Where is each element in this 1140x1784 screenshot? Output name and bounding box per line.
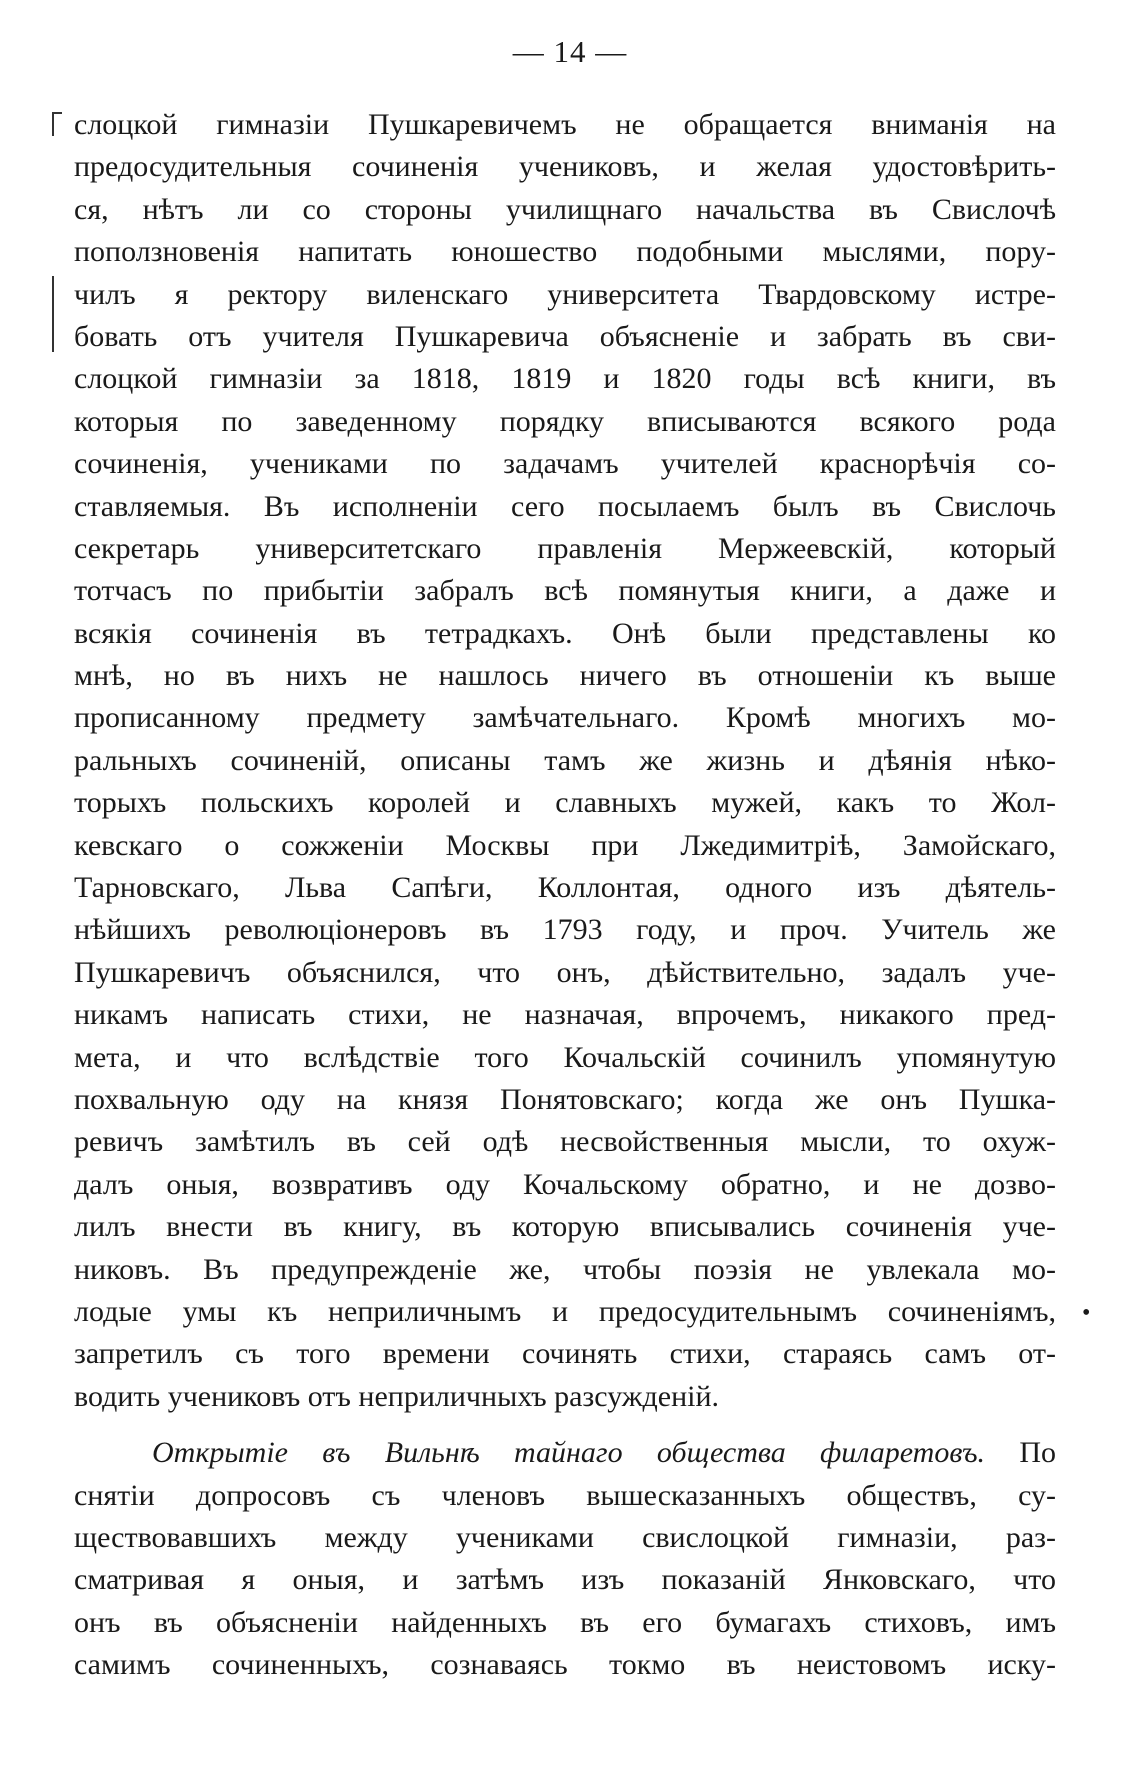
text-line: ществовавшихъ между учениками свислоцкой гимназіи, раз-: [74, 1520, 1056, 1554]
margin-dot-mark: •: [1082, 1300, 1091, 1326]
text-line: ральныхъ сочиненій, описаны тамъ же жизнь и дѣянія нѣко-: [74, 743, 1056, 777]
text-line: торыхъ польскихъ королей и славныхъ мужей, какъ то Жол-: [74, 786, 1056, 820]
text-line: нѣйшихъ революціонеровъ въ 1793 году, и проч. Учитель же: [74, 913, 1056, 947]
margin-bracket-mark: [52, 276, 64, 352]
text-line: которыя по заведенному порядку вписываются всякого рода: [74, 404, 1056, 438]
text-line: ся, нѣтъ ли со стороны училищнаго начальства въ Свислочѣ: [74, 192, 1056, 226]
page-number: — 14 —: [512, 34, 628, 69]
text-line: секретарь университетскаго правленія Мержеевскій, который: [74, 531, 1056, 565]
text-line: никовъ. Въ предупрежденіе же, чтобы поэзія не увлекала мо-: [74, 1252, 1056, 1286]
text-line: ставляемыя. Въ исполненіи сего посылаемъ былъ въ Свислочь: [74, 489, 1056, 523]
paragraph-2: [74, 1432, 1056, 1686]
text-line: тотчасъ по прибытіи забралъ всѣ помянутыя книги, а даже и: [74, 574, 1056, 608]
text-line: всякія сочиненія въ тетрадкахъ. Онѣ были представлены ко: [74, 616, 1056, 650]
paragraph-1: [74, 104, 1056, 1418]
paragraph-2-first-line: [74, 1432, 1056, 1474]
text-line: чилъ я ректору виленскаго университета Твардовскому истре-: [74, 277, 1056, 311]
text-line: никамъ написать стихи, не назначая, впрочемъ, никакого пред-: [74, 998, 1056, 1032]
text-line: ревичъ замѣтилъ въ сей одѣ несвойственныя мысли, то охуж-: [74, 1125, 1056, 1159]
text-line: слоцкой гимназіи Пушкаревичемъ не обращается вниманія на: [74, 108, 1056, 141]
paragraph-gap: [74, 1418, 1056, 1432]
text-line: далъ оныя, возвративъ оду Кочальскому обратно, и не дозво-: [74, 1167, 1056, 1201]
text-line: онъ въ объясненіи найденныхъ въ его бумагахъ стиховъ, имъ: [74, 1605, 1056, 1639]
text-line: поползновенія напитать юношество подобными мыслями, пору-: [74, 235, 1056, 269]
text-line: кевскаго о сожженіи Москвы при Лжедимитріѣ, Замойскаго,: [74, 828, 1056, 862]
body-text: [74, 104, 1056, 1686]
text-line: сочиненія, учениками по задачамъ учителей краснорѣчія со-: [74, 447, 1056, 481]
text-line: запретилъ съ того времени сочинять стихи, стараясь самъ от-: [74, 1337, 1056, 1371]
text-line: мнѣ, но въ нихъ не нашлось ничего въ отношеніи къ выше: [74, 659, 1056, 693]
text-line: лилъ внести въ книгу, въ которую вписывались сочиненія уче-: [74, 1210, 1056, 1244]
text-line: похвальную оду на князя Понятовскаго; когда же онъ Пушка-: [74, 1082, 1056, 1116]
text-line: снятіи допросовъ съ членовъ вышесказанныхъ обществъ, су-: [74, 1478, 1056, 1512]
text-line: водить учениковъ отъ неприличныхъ разсужденій.: [74, 1379, 720, 1413]
text-fragment: По: [985, 1436, 1056, 1470]
text-line: лодые умы къ неприличнымъ и предосудительнымъ сочиненіямъ,: [74, 1294, 1056, 1328]
text-line: прописанному предмету замѣчательнаго. Кромѣ многихъ мо-: [74, 701, 1056, 735]
text-line: слоцкой гимназіи за 1818, 1819 и 1820 годы всѣ книги, въ: [74, 362, 1056, 396]
section-heading: Открытіе въ Вильнѣ тайнаго общества филаретовъ.: [152, 1436, 986, 1470]
text-line: самимъ сочиненныхъ, сознаваясь токмо въ неистовомъ иску-: [74, 1648, 1056, 1682]
text-line: предосудительныя сочиненія учениковъ, и желая удостовѣрить-: [74, 150, 1056, 184]
text-line: Пушкаревичъ объяснился, что онъ, дѣйствительно, задалъ уче-: [74, 955, 1056, 989]
text-line: мета, и что вслѣдствіе того Кочальскій сочинилъ упомянутую: [74, 1040, 1056, 1074]
text-line: бовать отъ учителя Пушкаревича объясненіе и забрать въ сви-: [74, 319, 1056, 353]
text-line: Тарновскаго, Льва Сапѣги, Коллонтая, одного изъ дѣятель-: [74, 871, 1056, 905]
margin-mark: [52, 112, 62, 136]
text-line: сматривая я оныя, и затѣмъ изъ показаній Янковскаго, что: [74, 1563, 1056, 1597]
